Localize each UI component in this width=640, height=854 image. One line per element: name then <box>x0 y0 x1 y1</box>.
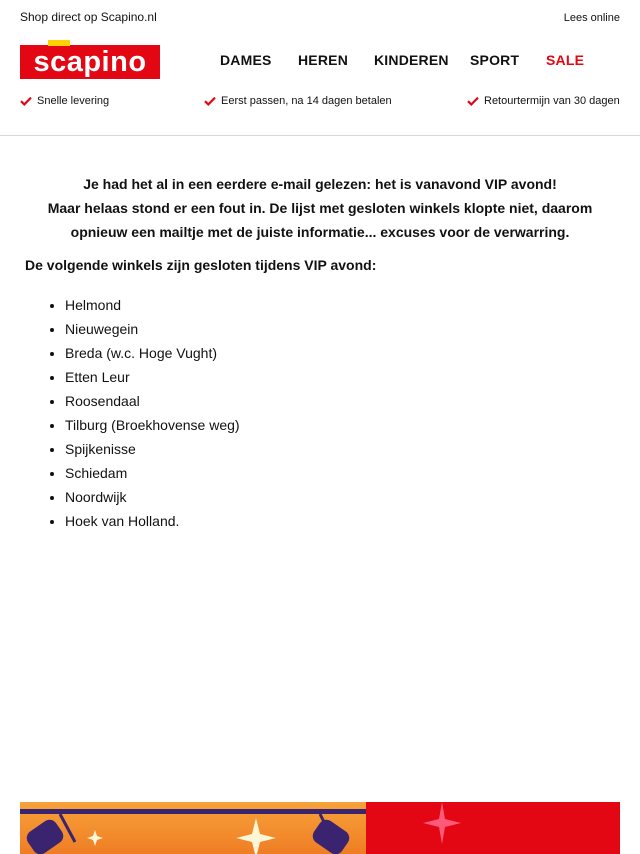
check-icon <box>20 96 32 106</box>
list-item: • Schiedam <box>65 461 240 485</box>
main-nav <box>0 52 640 70</box>
nav-sale[interactable]: SALE <box>546 52 585 68</box>
usp-bar <box>20 95 620 109</box>
nav-dames[interactable]: DAMES <box>220 52 272 68</box>
list-item: • Nieuwegein <box>65 317 240 341</box>
nav-kinderen[interactable]: KINDEREN <box>374 52 449 68</box>
closed-stores-list <box>65 293 240 533</box>
nav-sport[interactable]: SPORT <box>470 52 520 68</box>
list-item: • Roosendaal <box>65 389 240 413</box>
list-item: • Noordwijk <box>65 485 240 509</box>
check-icon <box>467 96 479 106</box>
list-item: • Helmond <box>65 293 240 317</box>
intro-text <box>25 172 615 244</box>
nav-heren[interactable]: HEREN <box>298 52 349 68</box>
usp-label: Retourtermijn van 30 dagen <box>484 95 620 107</box>
usp-payment <box>204 95 392 107</box>
read-online-link[interactable]: Lees online <box>563 12 620 24</box>
closed-stores-heading: De volgende winkels zijn gesloten tijdens VIP avond: <box>25 257 377 273</box>
top-bar <box>20 10 620 26</box>
list-item: • Hoek van Holland. <box>65 509 240 533</box>
usp-label: Snelle levering <box>37 95 110 107</box>
logo-text: scapino <box>33 46 147 78</box>
intro-line-1: Je had het al in een eerdere e-mail gelezen: het is vanavond VIP avond! <box>83 176 557 192</box>
vip-banner[interactable] <box>20 802 620 854</box>
list-item: • Breda (w.c. Hoge Vught) <box>65 341 240 365</box>
intro-line-2: Maar helaas stond er een fout in. De lijst met gesloten winkels klopte niet, daarom opnieuw een mailtje met de juiste informatie... excuses voor de verwarring. <box>47 200 593 240</box>
usp-delivery <box>20 95 109 107</box>
shop-direct-text: Shop direct op Scapino.nl <box>20 10 157 24</box>
list-item: • Spijkenisse <box>65 437 240 461</box>
list-item: • Etten Leur <box>65 365 240 389</box>
header-divider <box>0 135 640 136</box>
banner-right-panel <box>366 802 620 854</box>
check-icon <box>204 96 216 106</box>
usp-label: Eerst passen, na 14 dagen betalen <box>221 95 392 107</box>
usp-returns <box>467 95 620 107</box>
list-item: • Tilburg (Broekhovense weg) <box>65 413 240 437</box>
